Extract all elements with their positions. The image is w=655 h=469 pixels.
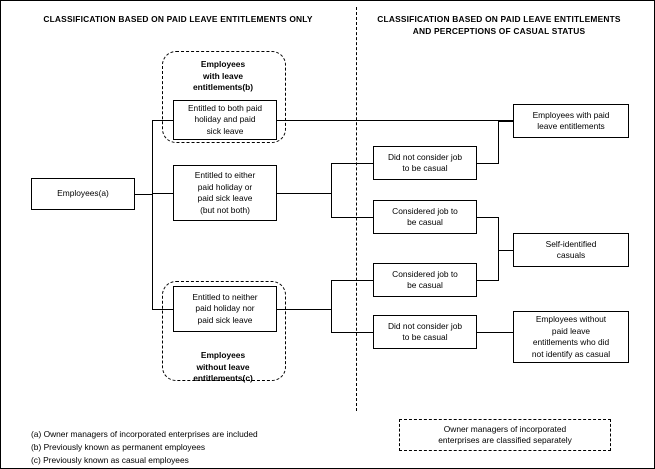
box-considered-casual-upper-label: Considered job to be casual xyxy=(392,205,458,227)
connector-neither-split xyxy=(331,280,332,332)
box-entitled-both-label: Entitled to both paid holiday and paid sick leave xyxy=(187,102,263,136)
connector-employees-split xyxy=(152,120,153,309)
box-did-not-consider-casual-lower xyxy=(373,315,477,349)
connector-nc1-out xyxy=(477,163,499,164)
box-entitled-either xyxy=(173,165,277,221)
connector-neither-to-casual xyxy=(331,280,373,281)
connector-to-neither xyxy=(152,309,173,310)
connector-neither-to-not-casual xyxy=(331,332,373,333)
note-owner-managers xyxy=(399,419,611,451)
box-considered-casual-upper xyxy=(373,200,477,234)
connector-both-to-with-entitlements xyxy=(277,120,513,121)
column-divider xyxy=(356,7,357,411)
box-considered-casual-lower-label: Considered job to be casual xyxy=(392,268,458,290)
connector-neither-out xyxy=(277,309,331,310)
box-entitled-both xyxy=(173,100,277,140)
group-without-leave-entitlements-label: Employees without leave entitlements(c) xyxy=(193,350,253,383)
connector-either-to-casual xyxy=(331,217,373,218)
connector-employees-out xyxy=(135,194,153,195)
right-column-heading: CLASSIFICATION BASED ON PAID LEAVE ENTITLEMENTS AND PERCEPTIONS OF CASUAL STATUS xyxy=(377,14,621,36)
connector-nc2-to-without-entitlements xyxy=(477,332,513,333)
footnote-a: (a) Owner managers of incorporated enterprises are included xyxy=(31,429,258,439)
group-with-leave-entitlements-label: Employees with leave entitlements(b) xyxy=(192,59,254,92)
connector-nc1-riser xyxy=(498,121,499,164)
box-entitled-either-label: Entitled to either paid holiday or paid sick leave (but not both) xyxy=(194,170,256,215)
box-did-not-consider-casual-upper-label: Did not consider job to be casual xyxy=(387,151,463,173)
connector-c1-out xyxy=(477,217,499,218)
connector-c2-out xyxy=(477,280,499,281)
box-employees-with-paid-leave-entitlements xyxy=(513,104,629,138)
box-employees-without-paid-leave-entitlements xyxy=(513,311,629,363)
connector-to-both xyxy=(152,120,173,121)
box-entitled-neither xyxy=(173,286,277,332)
footnote-b: (b) Previously known as permanent employees xyxy=(31,442,206,452)
left-column-heading: CLASSIFICATION BASED ON PAID LEAVE ENTITLEMENTS ONLY xyxy=(43,14,313,24)
box-employees-with-paid-leave-entitlements-label: Employees with paid leave entitlements xyxy=(532,109,610,131)
box-did-not-consider-casual-upper xyxy=(373,146,477,180)
box-entitled-neither-label: Entitled to neither paid holiday nor paid sick leave xyxy=(192,291,258,325)
box-employees-label: Employees(a) xyxy=(57,188,109,199)
connector-casual-to-self-identified xyxy=(498,250,513,251)
box-employees-without-paid-leave-entitlements-label: Employees without paid leave entitlements who did not identify as casual xyxy=(531,314,611,359)
footnotes xyxy=(31,428,331,467)
box-did-not-consider-casual-lower-label: Did not consider job to be casual xyxy=(387,320,463,342)
connector-either-to-not-casual xyxy=(331,163,373,164)
connector-casual-merge xyxy=(498,217,499,280)
connector-nc1-to-with-entitlements xyxy=(498,121,513,122)
footnote-c: (c) Previously known as casual employees xyxy=(31,455,189,465)
box-self-identified-casuals xyxy=(513,233,629,267)
box-considered-casual-lower xyxy=(373,263,477,297)
box-employees xyxy=(31,178,135,210)
connector-either-split xyxy=(331,163,332,217)
connector-either-out xyxy=(277,193,331,194)
box-self-identified-casuals-label: Self-identified casuals xyxy=(545,238,597,260)
connector-to-either xyxy=(152,193,173,194)
note-owner-managers-label: Owner managers of incorporated enterprises are classified separately xyxy=(438,423,572,445)
